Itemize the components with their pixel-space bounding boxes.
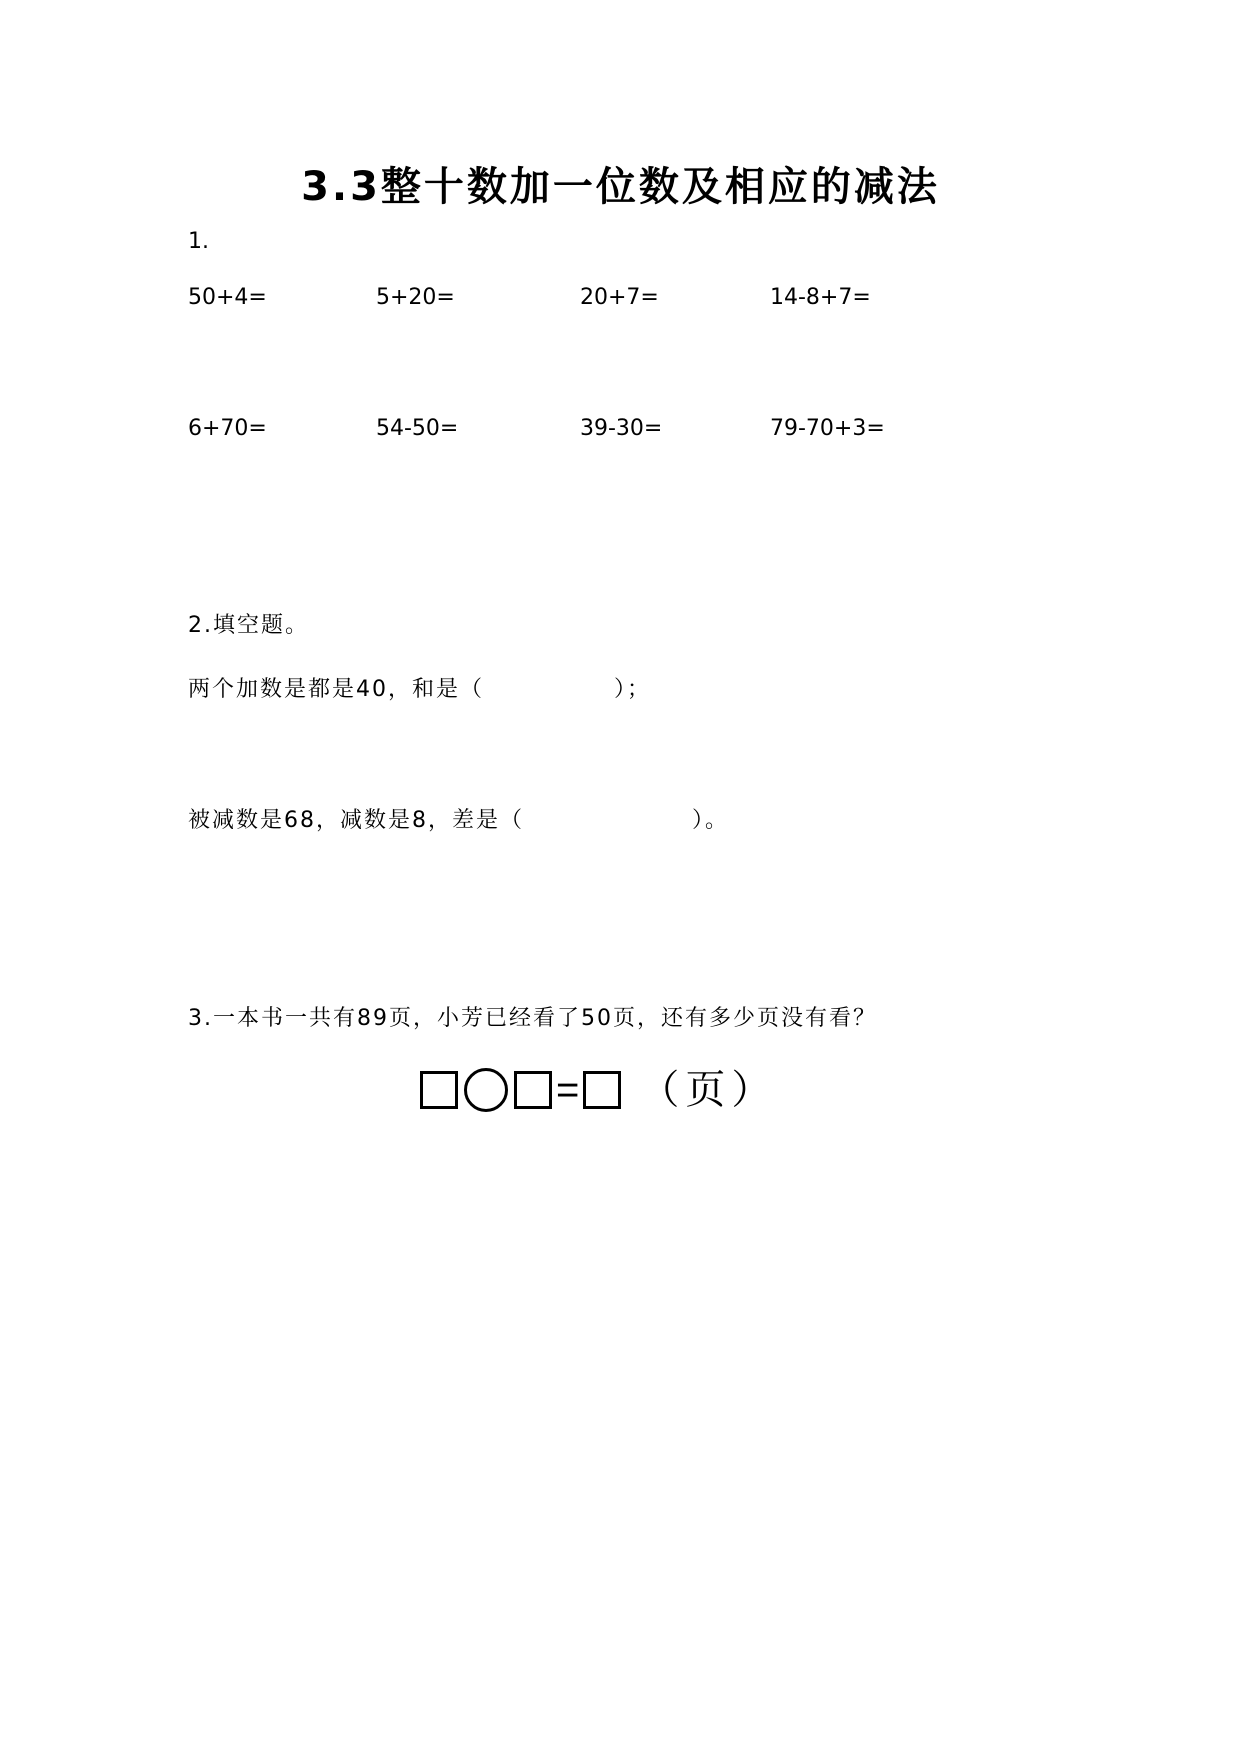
fill-blank-1-text: 两个加数是都是40，和是（ bbox=[188, 677, 484, 702]
fill-blank-1-end: ）； bbox=[614, 677, 652, 702]
answer-box-2[interactable] bbox=[514, 1071, 552, 1109]
question-3-text: 3.一本书一共有89页，小芳已经看了50页，还有多少页没有看？ bbox=[188, 1006, 877, 1031]
answer-box-1[interactable] bbox=[420, 1071, 458, 1109]
answer-formula bbox=[420, 1063, 777, 1117]
expression-2-4: 79-70+3= bbox=[770, 416, 885, 441]
fill-blank-2-text: 被减数是68，减数是8，差是（ bbox=[188, 808, 524, 833]
expression-2-2: 54-50= bbox=[376, 416, 459, 441]
fill-blank-line-2 bbox=[188, 806, 729, 836]
expression-1-3: 20+7= bbox=[580, 285, 659, 310]
expression-1-1: 50+4= bbox=[188, 285, 267, 310]
fill-blank-line-1 bbox=[188, 675, 651, 705]
answer-box-result[interactable] bbox=[583, 1071, 621, 1109]
expression-1-2: 5+20= bbox=[376, 285, 455, 310]
fill-blank-2-end: ）。 bbox=[692, 808, 730, 833]
equals-sign: = bbox=[556, 1068, 580, 1112]
expression-2-3: 39-30= bbox=[580, 416, 663, 441]
question-1-label: 1. bbox=[188, 229, 209, 254]
expression-2-1: 6+70= bbox=[188, 416, 267, 441]
page-title: 3.3整十数加一位数及相应的减法 bbox=[301, 164, 940, 210]
operator-circle[interactable] bbox=[464, 1068, 508, 1112]
expression-1-4: 14-8+7= bbox=[770, 285, 871, 310]
question-2-label: 2.填空题。 bbox=[188, 613, 309, 638]
unit-label: （页） bbox=[639, 1067, 778, 1113]
